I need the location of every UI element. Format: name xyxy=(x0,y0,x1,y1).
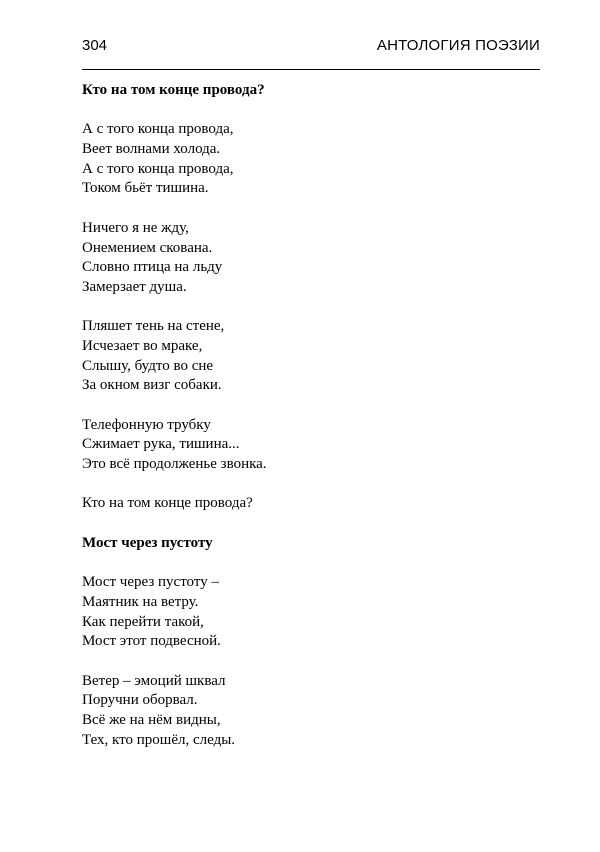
poem-line: Замерзает душа. xyxy=(82,278,187,295)
poem-line: Ничего я не жду, xyxy=(82,219,189,236)
poem-line: А с того конца провода, xyxy=(82,121,234,138)
stanza xyxy=(82,672,540,751)
poem-line: Слышу, будто во сне xyxy=(82,357,214,374)
poem-line: Мост этот подвесной. xyxy=(82,633,221,650)
poem-line: Поручни оборвал. xyxy=(82,692,198,709)
page-number: 304 xyxy=(82,37,108,54)
poem-line: Кто на том конце провода? xyxy=(82,495,253,512)
header-rule xyxy=(82,69,540,70)
poem-line: Веет волнами холода. xyxy=(82,141,221,158)
poem-line: Как перейти такой, xyxy=(82,613,204,630)
poem-line: Телефонную трубку xyxy=(82,416,211,433)
poem-line: Словно птица на льду xyxy=(82,259,223,276)
poem-line: Мост через пустоту – xyxy=(82,574,219,591)
poem-title: Кто на том конце провода? xyxy=(82,82,265,98)
poem xyxy=(82,534,540,751)
poem-line: Током бьёт тишина. xyxy=(82,180,209,197)
poem-line: Тех, кто прошёл, следы. xyxy=(82,731,236,748)
poem-line: За окном визг собаки. xyxy=(82,377,222,394)
poem-line: Онемением скована. xyxy=(82,239,213,256)
stanza xyxy=(82,120,540,199)
poem-line: А с того конца провода, xyxy=(82,160,234,177)
stanza xyxy=(82,416,540,475)
running-title: АНТОЛОГИЯ ПОЭЗИИ xyxy=(376,37,540,54)
poem xyxy=(82,81,540,514)
stanza xyxy=(82,219,540,298)
page-header xyxy=(82,37,540,59)
poem-line: Исчезает во мраке, xyxy=(82,337,203,354)
poem-line: Это всё продолженье звонка. xyxy=(82,456,267,473)
poem-title: Мост через пустоту xyxy=(82,534,213,551)
poem-line: Всё же на нём видны, xyxy=(82,712,221,728)
stanza xyxy=(82,317,540,396)
poem-line: Пляшет тень на стене, xyxy=(82,318,225,335)
poem-line: Ветер – эмоций шквал xyxy=(82,672,226,689)
poem-line: Сжимает рука, тишина... xyxy=(82,436,240,453)
page-content xyxy=(82,81,540,770)
poem-line: Маятник на ветру. xyxy=(82,593,199,610)
stanza xyxy=(82,573,540,652)
stanza xyxy=(82,494,540,514)
